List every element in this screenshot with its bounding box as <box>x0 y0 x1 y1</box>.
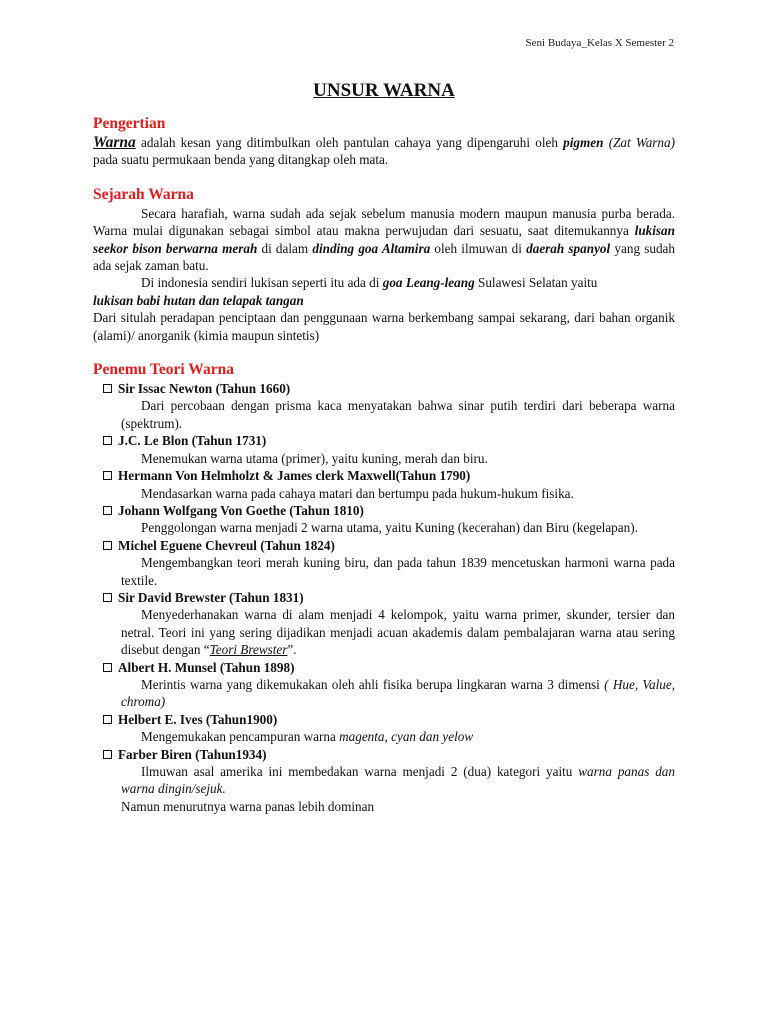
item-desc <box>121 763 675 798</box>
item-desc: Menemukan warna utama (primer), yaitu kuning, merah dan biru. <box>141 450 488 466</box>
paragraph-sejarah-2b <box>93 292 675 309</box>
list-item <box>93 432 675 467</box>
document-body <box>93 114 675 815</box>
term-hue-value-chroma: ( Hue, Value, chroma) <box>121 676 675 710</box>
item-name: Farber Biren (Tahun1934) <box>118 746 267 762</box>
text-fragment: Merintis warna yang dikemukakan oleh ahli fisika berupa lingkaran warna 3 dimensi <box>141 676 605 692</box>
checkbox-icon <box>103 715 112 724</box>
checkbox-icon <box>103 593 112 602</box>
item-name: Albert H. Munsel (Tahun 1898) <box>118 659 295 675</box>
text-fragment: ”. <box>287 642 297 658</box>
item-name: J.C. Le Blon (Tahun 1731) <box>118 433 267 449</box>
section-heading-sejarah: Sejarah Warna <box>93 185 194 203</box>
term-goa-leang-leang: goa Leang-leang <box>382 275 475 291</box>
list-item <box>93 380 675 432</box>
paragraph-sejarah-2 <box>93 274 675 291</box>
checkbox-icon <box>103 541 112 550</box>
text-fragment: Sulawesi Selatan yaitu <box>474 275 598 291</box>
text-fragment: di dalam <box>257 240 313 256</box>
item-name: Sir Issac Newton (Tahun 1660) <box>118 381 291 397</box>
checkbox-icon <box>103 750 112 759</box>
text-fragment: Mengemukakan pencampuran warna <box>141 729 340 745</box>
term-lukisan-babi: lukisan babi hutan dan telapak tangan <box>93 292 304 308</box>
checkbox-icon <box>103 384 112 393</box>
item-desc-extra: Namun menurutnya warna panas lebih dominan <box>121 798 375 814</box>
list-item <box>93 467 675 502</box>
checkbox-icon <box>103 436 112 445</box>
item-desc: Dari percobaan dengan prisma kaca menyatakan bahwa sinar putih terdiri dari beberapa warna (spektrum). <box>121 398 675 431</box>
term-warna-panas-dingin: warna panas dan warna dingin/sejuk. <box>121 764 675 797</box>
paragraph-pengertian <box>93 134 675 169</box>
list-item <box>93 659 675 711</box>
item-name: Michel Eguene Chevreul (Tahun 1824) <box>118 537 335 553</box>
item-name: Johann Wolfgang Von Goethe (Tahun 1810) <box>118 502 364 518</box>
text-fragment: Menyederhanakan warna di alam menjadi 4 kelompok, yaitu warna primer, skunder, tersier dan netral. Teori ini yang sering dijadikan menjadi acuan akademis dalam pembalajaran warna atau sering disebut dengan “ <box>121 607 675 658</box>
term-pigmen: pigmen <box>563 135 604 150</box>
term-magenta-cyan-yelow: magenta, cyan dan yelow <box>339 729 474 745</box>
text-fragment: adalah kesan yang ditimbulkan oleh pantulan cahaya yang dipengaruhi oleh <box>135 135 564 150</box>
item-desc <box>121 606 675 658</box>
paragraph-sejarah-3: Dari situlah peradapan penciptaan dan penggunaan warna berkembang sampai sekarang, dari bahan organik (alami)/ anorganik (kimia maupun sintetis) <box>93 310 675 343</box>
section-heading-pengertian: Pengertian <box>93 115 166 132</box>
term-lukisan-bison: lukisan seekor bison berwarna merah <box>93 223 675 256</box>
item-desc <box>121 728 675 745</box>
paragraph-sejarah-1 <box>93 205 675 275</box>
item-name: Sir David Brewster (Tahun 1831) <box>118 589 304 605</box>
term-daerah-spanyol: daerah spanyol <box>526 240 611 256</box>
item-desc: Mendasarkan warna pada cahaya matari dan bertumpu pada hukum-hukum fisika. <box>141 485 574 501</box>
list-item <box>93 537 675 589</box>
text-fragment: pada suatu permukaan benda yang ditangkap oleh mata. <box>93 152 389 168</box>
section-heading-penemu: Penemu Teori Warna <box>93 361 234 379</box>
document-title: UNSUR WARNA <box>313 80 455 101</box>
term-zat-warna: (Zat Warna) <box>608 135 675 150</box>
list-item <box>93 711 675 746</box>
item-desc: Penggolongan warna menjadi 2 warna utama, yaitu Kuning (kecerahan) dan Biru (kegelapan). <box>141 520 638 536</box>
term-goa-altamira: dinding goa Altamira <box>312 240 431 256</box>
text-fragment: Ilmuwan asal amerika ini membedakan warna menjadi 2 (dua) kategori yaitu <box>141 764 579 779</box>
checkbox-icon <box>103 471 112 480</box>
checkbox-icon <box>103 663 112 672</box>
text-fragment: Di indonesia sendiri lukisan seperti itu ada di <box>141 275 383 291</box>
item-name: Helbert E. Ives (Tahun1900) <box>118 711 278 727</box>
text-fragment: yang sudah ada sejak zaman batu. <box>93 240 676 274</box>
list-item <box>93 746 675 816</box>
term-teori-brewster: Teori Brewster <box>209 642 288 658</box>
list-item <box>93 589 675 659</box>
term-warna: Warna <box>93 134 136 151</box>
text-fragment: oleh ilmuwan di <box>430 240 527 256</box>
list-item <box>93 502 675 537</box>
item-desc <box>121 676 675 711</box>
checkbox-icon <box>103 506 112 515</box>
item-name: Hermann Von Helmholzt & James clerk Maxwell(Tahun 1790) <box>118 468 471 484</box>
item-desc: Mengembangkan teori merah kuning biru, dan pada tahun 1839 mencetuskan harmoni warna pada textile. <box>121 555 675 588</box>
text-fragment: Secara harafiah, warna sudah ada sejak sebelum manusia modern maupun manusia purba berada. Warna mulai digunakan sebagai simbol atau makna perwujudan dari sesuatu, saat ditemukannya <box>93 205 675 239</box>
running-header: Seni Budaya_Kelas X Semester 2 <box>525 37 674 49</box>
